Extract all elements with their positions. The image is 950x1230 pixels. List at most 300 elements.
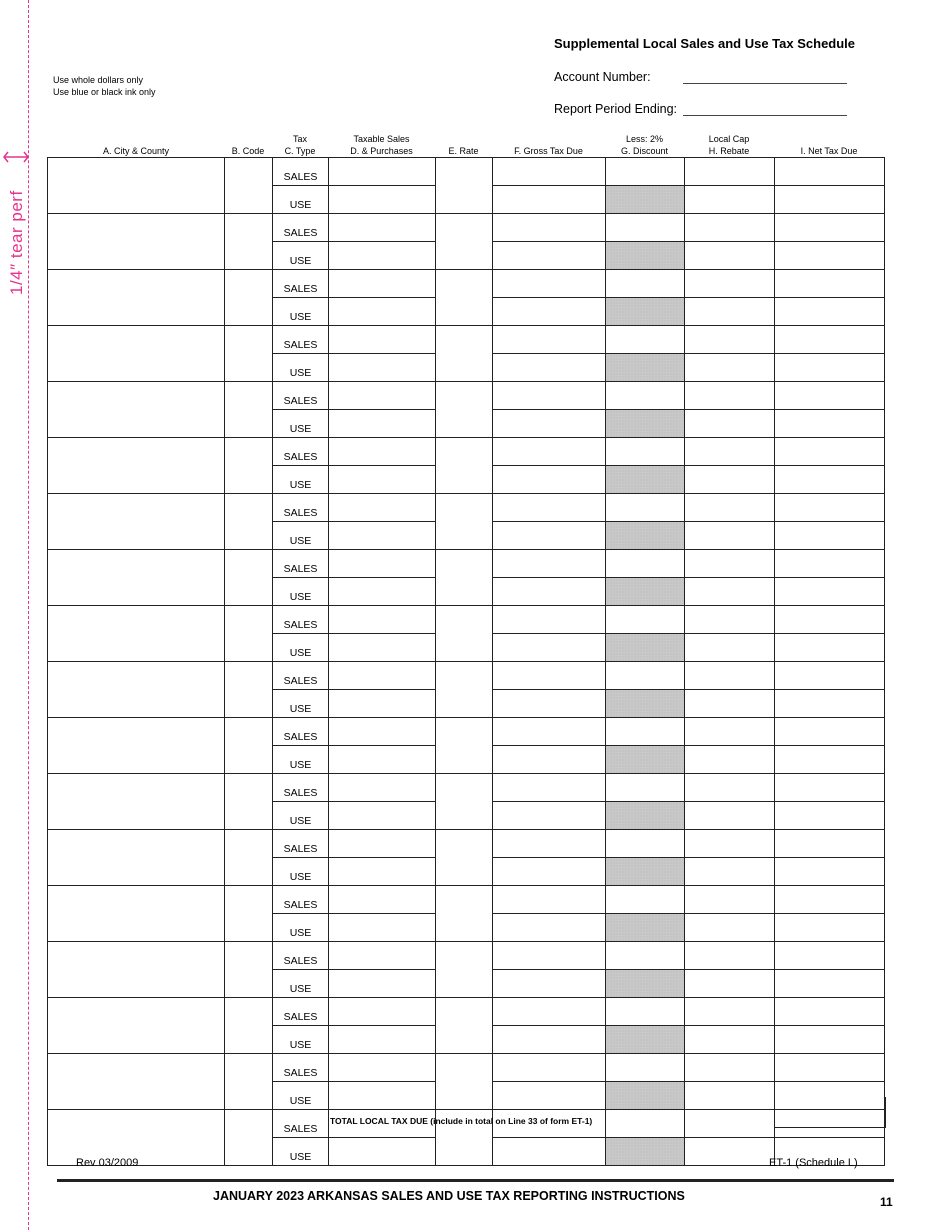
gross-tax-cell[interactable] [493, 186, 606, 214]
taxable-amount-cell[interactable] [329, 270, 436, 298]
rebate-cell[interactable] [685, 354, 775, 382]
code-cell[interactable] [225, 886, 273, 942]
rebate-cell[interactable] [685, 270, 775, 298]
rebate-cell[interactable] [685, 242, 775, 270]
code-cell[interactable] [225, 942, 273, 998]
taxable-amount-cell[interactable] [329, 606, 436, 634]
discount-cell [606, 1082, 685, 1110]
city-county-cell[interactable] [48, 326, 225, 382]
net-tax-cell[interactable] [775, 970, 885, 998]
schedule-row-sales [48, 1054, 885, 1082]
gross-tax-cell[interactable] [493, 410, 606, 438]
gross-tax-cell[interactable] [493, 382, 606, 410]
taxable-amount-cell[interactable] [329, 634, 436, 662]
discount-cell [606, 746, 685, 774]
net-tax-cell[interactable] [775, 270, 885, 298]
type-label: USE [273, 578, 329, 606]
gross-tax-cell[interactable] [493, 606, 606, 634]
rate-cell[interactable] [436, 886, 493, 942]
discount-cell[interactable] [606, 494, 685, 522]
type-label: SALES [273, 886, 329, 914]
rate-cell[interactable] [436, 942, 493, 998]
net-tax-cell[interactable] [775, 326, 885, 354]
type-label: USE [273, 802, 329, 830]
net-tax-cell[interactable] [775, 522, 885, 550]
city-county-cell[interactable] [48, 942, 225, 998]
taxable-amount-cell[interactable] [329, 354, 436, 382]
schedule-row-sales [48, 326, 885, 354]
rate-cell[interactable] [436, 494, 493, 550]
taxable-amount-cell[interactable] [329, 186, 436, 214]
type-label: SALES [273, 382, 329, 410]
code-cell[interactable] [225, 214, 273, 270]
net-tax-cell[interactable] [775, 550, 885, 578]
city-county-cell[interactable] [48, 1054, 225, 1110]
type-label: SALES [273, 662, 329, 690]
discount-cell [606, 578, 685, 606]
city-county-cell[interactable] [48, 662, 225, 718]
city-county-cell[interactable] [48, 606, 225, 662]
col-header-city-county: A. City & County [102, 146, 170, 156]
gross-tax-cell[interactable] [493, 438, 606, 466]
schedule-table [47, 157, 885, 1166]
rate-cell[interactable] [436, 214, 493, 270]
city-county-cell[interactable] [48, 774, 225, 830]
type-label: SALES [273, 326, 329, 354]
rebate-cell[interactable] [685, 326, 775, 354]
type-label: USE [273, 242, 329, 270]
code-cell[interactable] [225, 550, 273, 606]
net-tax-cell[interactable] [775, 1026, 885, 1054]
ink-note: Use blue or black ink only [53, 87, 156, 97]
net-tax-cell[interactable] [775, 774, 885, 802]
discount-cell [606, 522, 685, 550]
rebate-cell[interactable] [685, 830, 775, 858]
schedule-row-sales [48, 382, 885, 410]
code-cell[interactable] [225, 718, 273, 774]
type-label: USE [273, 746, 329, 774]
rate-cell[interactable] [436, 438, 493, 494]
discount-cell [606, 1026, 685, 1054]
taxable-amount-cell[interactable] [329, 1026, 436, 1054]
code-cell[interactable] [225, 326, 273, 382]
discount-cell [606, 690, 685, 718]
gross-tax-cell[interactable] [493, 942, 606, 970]
rebate-cell[interactable] [685, 886, 775, 914]
taxable-amount-cell[interactable] [329, 466, 436, 494]
rate-cell[interactable] [436, 998, 493, 1054]
taxable-amount-cell[interactable] [329, 718, 436, 746]
schedule-row-sales [48, 438, 885, 466]
discount-cell[interactable] [606, 1110, 685, 1138]
gross-tax-cell[interactable] [493, 690, 606, 718]
discount-cell[interactable] [606, 662, 685, 690]
rebate-cell[interactable] [685, 914, 775, 942]
code-cell[interactable] [225, 158, 273, 214]
col-header-sales-purchases: D. & Purchases [350, 146, 413, 156]
taxable-amount-cell[interactable] [329, 382, 436, 410]
gross-tax-cell[interactable] [493, 522, 606, 550]
taxable-amount-cell[interactable] [329, 662, 436, 690]
net-tax-cell[interactable] [775, 998, 885, 1026]
gross-tax-cell[interactable] [493, 774, 606, 802]
rate-cell[interactable] [436, 774, 493, 830]
net-tax-cell[interactable] [775, 1054, 885, 1082]
rebate-cell[interactable] [685, 690, 775, 718]
col-header-rebate-top: Local Cap [708, 134, 750, 144]
schedule-row-sales [48, 214, 885, 242]
gross-tax-cell[interactable] [493, 858, 606, 886]
total-local-tax-field[interactable] [774, 1097, 886, 1128]
gross-tax-cell[interactable] [493, 326, 606, 354]
page-number: 11 [880, 1195, 893, 1209]
discount-cell[interactable] [606, 774, 685, 802]
code-cell[interactable] [225, 382, 273, 438]
total-local-tax-label: TOTAL LOCAL TAX DUE (include in total on Line 33 of form ET-1) [330, 1116, 593, 1126]
type-label: USE [273, 914, 329, 942]
net-tax-cell[interactable] [775, 942, 885, 970]
city-county-cell[interactable] [48, 158, 225, 214]
rebate-cell[interactable] [685, 298, 775, 326]
code-cell[interactable] [225, 1054, 273, 1110]
net-tax-cell[interactable] [775, 606, 885, 634]
gross-tax-cell[interactable] [493, 1054, 606, 1082]
discount-cell[interactable] [606, 886, 685, 914]
type-label: SALES [273, 438, 329, 466]
type-label: SALES [273, 214, 329, 242]
rebate-cell[interactable] [685, 522, 775, 550]
rebate-cell[interactable] [685, 606, 775, 634]
net-tax-cell[interactable] [775, 438, 885, 466]
report-period-label: Report Period Ending: [554, 102, 677, 116]
net-tax-cell[interactable] [775, 830, 885, 858]
rebate-cell[interactable] [685, 998, 775, 1026]
rate-cell[interactable] [436, 606, 493, 662]
city-county-cell[interactable] [48, 270, 225, 326]
type-label: USE [273, 1082, 329, 1110]
type-label: USE [273, 410, 329, 438]
type-label: SALES [273, 998, 329, 1026]
report-period-field[interactable] [683, 114, 847, 116]
taxable-amount-cell[interactable] [329, 802, 436, 830]
rebate-cell[interactable] [685, 550, 775, 578]
discount-cell [606, 914, 685, 942]
city-county-cell[interactable] [48, 886, 225, 942]
city-county-cell[interactable] [48, 550, 225, 606]
gross-tax-cell[interactable] [493, 1138, 606, 1166]
type-label: USE [273, 186, 329, 214]
schedule-row-sales [48, 830, 885, 858]
net-tax-cell[interactable] [775, 214, 885, 242]
taxable-amount-cell[interactable] [329, 690, 436, 718]
discount-cell [606, 186, 685, 214]
rebate-cell[interactable] [685, 662, 775, 690]
type-label: USE [273, 522, 329, 550]
revision-label: Rev 03/2009 [76, 1157, 139, 1169]
rebate-cell[interactable] [685, 410, 775, 438]
rebate-cell[interactable] [685, 1138, 775, 1166]
taxable-amount-cell[interactable] [329, 1138, 436, 1166]
gross-tax-cell[interactable] [493, 578, 606, 606]
account-number-field[interactable] [683, 82, 847, 84]
col-header-code: B. Code [231, 146, 265, 156]
type-label: SALES [273, 550, 329, 578]
gross-tax-cell[interactable] [493, 802, 606, 830]
code-cell[interactable] [225, 438, 273, 494]
rate-cell[interactable] [436, 382, 493, 438]
rebate-cell[interactable] [685, 802, 775, 830]
gross-tax-cell[interactable] [493, 886, 606, 914]
net-tax-cell[interactable] [775, 494, 885, 522]
rate-cell[interactable] [436, 718, 493, 774]
net-tax-cell[interactable] [775, 718, 885, 746]
rebate-cell[interactable] [685, 186, 775, 214]
discount-cell[interactable] [606, 718, 685, 746]
schedule-row-sales [48, 774, 885, 802]
discount-cell[interactable] [606, 942, 685, 970]
rate-cell[interactable] [436, 270, 493, 326]
taxable-amount-cell[interactable] [329, 298, 436, 326]
discount-cell[interactable] [606, 830, 685, 858]
gross-tax-cell[interactable] [493, 830, 606, 858]
taxable-amount-cell[interactable] [329, 886, 436, 914]
gross-tax-cell[interactable] [493, 662, 606, 690]
rebate-cell[interactable] [685, 718, 775, 746]
tear-perf-label: 1/4″ tear perf [7, 190, 26, 295]
type-label: SALES [273, 1054, 329, 1082]
tear-perforation-line [28, 0, 29, 1230]
taxable-amount-cell[interactable] [329, 970, 436, 998]
taxable-amount-cell[interactable] [329, 914, 436, 942]
code-cell[interactable] [225, 662, 273, 718]
schedule-row-sales [48, 494, 885, 522]
type-label: SALES [273, 494, 329, 522]
gross-tax-cell[interactable] [493, 214, 606, 242]
discount-cell [606, 634, 685, 662]
discount-cell [606, 1138, 685, 1166]
gross-tax-cell[interactable] [493, 914, 606, 942]
net-tax-cell[interactable] [775, 242, 885, 270]
rebate-cell[interactable] [685, 970, 775, 998]
net-tax-cell[interactable] [775, 466, 885, 494]
rebate-cell[interactable] [685, 1054, 775, 1082]
taxable-amount-cell[interactable] [329, 1082, 436, 1110]
gross-tax-cell[interactable] [493, 494, 606, 522]
city-county-cell[interactable] [48, 718, 225, 774]
footer-rule [57, 1179, 894, 1182]
gross-tax-cell[interactable] [493, 970, 606, 998]
rebate-cell[interactable] [685, 578, 775, 606]
schedule-row-sales [48, 718, 885, 746]
gross-tax-cell[interactable] [493, 466, 606, 494]
discount-cell[interactable] [606, 550, 685, 578]
code-cell[interactable] [225, 774, 273, 830]
gross-tax-cell[interactable] [493, 158, 606, 186]
net-tax-cell[interactable] [775, 158, 885, 186]
city-county-cell[interactable] [48, 214, 225, 270]
rebate-cell[interactable] [685, 1110, 775, 1138]
discount-cell [606, 466, 685, 494]
rebate-cell[interactable] [685, 774, 775, 802]
net-tax-cell[interactable] [775, 410, 885, 438]
rate-cell[interactable] [436, 550, 493, 606]
gross-tax-cell[interactable] [493, 634, 606, 662]
net-tax-cell[interactable] [775, 914, 885, 942]
net-tax-cell[interactable] [775, 298, 885, 326]
type-label: USE [273, 1026, 329, 1054]
net-tax-cell[interactable] [775, 578, 885, 606]
taxable-amount-cell[interactable] [329, 830, 436, 858]
gross-tax-cell[interactable] [493, 270, 606, 298]
col-header-taxable-top: Taxable Sales [353, 134, 410, 144]
code-cell[interactable] [225, 1110, 273, 1166]
gross-tax-cell[interactable] [493, 298, 606, 326]
discount-cell[interactable] [606, 326, 685, 354]
discount-cell [606, 354, 685, 382]
discount-cell[interactable] [606, 1054, 685, 1082]
col-header-rebate: H. Rebate [708, 146, 750, 156]
schedule-row-sales [48, 270, 885, 298]
city-county-cell[interactable] [48, 830, 225, 886]
type-label: SALES [273, 158, 329, 186]
discount-cell[interactable] [606, 214, 685, 242]
type-label: USE [273, 970, 329, 998]
gross-tax-cell[interactable] [493, 746, 606, 774]
schedule-row-sales [48, 158, 885, 186]
discount-cell[interactable] [606, 382, 685, 410]
rebate-cell[interactable] [685, 466, 775, 494]
code-cell[interactable] [225, 494, 273, 550]
rate-cell[interactable] [436, 1054, 493, 1110]
taxable-amount-cell[interactable] [329, 998, 436, 1026]
net-tax-cell[interactable] [775, 634, 885, 662]
rate-cell[interactable] [436, 326, 493, 382]
rate-cell[interactable] [436, 830, 493, 886]
type-label: USE [273, 298, 329, 326]
rebate-cell[interactable] [685, 214, 775, 242]
discount-cell[interactable] [606, 998, 685, 1026]
taxable-amount-cell[interactable] [329, 550, 436, 578]
code-cell[interactable] [225, 998, 273, 1054]
taxable-amount-cell[interactable] [329, 942, 436, 970]
gross-tax-cell[interactable] [493, 1026, 606, 1054]
gross-tax-cell[interactable] [493, 354, 606, 382]
rebate-cell[interactable] [685, 494, 775, 522]
net-tax-cell[interactable] [775, 186, 885, 214]
discount-cell [606, 410, 685, 438]
gross-tax-cell[interactable] [493, 718, 606, 746]
gross-tax-cell[interactable] [493, 550, 606, 578]
schedule-row-sales [48, 662, 885, 690]
rebate-cell[interactable] [685, 438, 775, 466]
rebate-cell[interactable] [685, 1082, 775, 1110]
discount-cell[interactable] [606, 606, 685, 634]
rebate-cell[interactable] [685, 858, 775, 886]
taxable-amount-cell[interactable] [329, 858, 436, 886]
schedule-row-sales [48, 550, 885, 578]
type-label: USE [273, 354, 329, 382]
discount-cell [606, 858, 685, 886]
rebate-cell[interactable] [685, 942, 775, 970]
net-tax-cell[interactable] [775, 802, 885, 830]
taxable-amount-cell[interactable] [329, 438, 436, 466]
col-header-tax-top: Tax [292, 134, 307, 144]
taxable-amount-cell[interactable] [329, 522, 436, 550]
account-number-label: Account Number: [554, 70, 651, 84]
taxable-amount-cell[interactable] [329, 326, 436, 354]
type-label: USE [273, 466, 329, 494]
city-county-cell[interactable] [48, 382, 225, 438]
double-arrow-icon [2, 148, 30, 166]
net-tax-cell[interactable] [775, 858, 885, 886]
type-label: SALES [273, 774, 329, 802]
taxable-amount-cell[interactable] [329, 214, 436, 242]
discount-cell[interactable] [606, 270, 685, 298]
footer-title: JANUARY 2023 ARKANSAS SALES AND USE TAX REPORTING INSTRUCTIONS [213, 1189, 685, 1203]
taxable-amount-cell[interactable] [329, 1054, 436, 1082]
taxable-amount-cell[interactable] [329, 242, 436, 270]
city-county-cell[interactable] [48, 438, 225, 494]
rebate-cell[interactable] [685, 158, 775, 186]
discount-cell [606, 970, 685, 998]
taxable-amount-cell[interactable] [329, 746, 436, 774]
net-tax-cell[interactable] [775, 382, 885, 410]
discount-cell[interactable] [606, 158, 685, 186]
type-label: USE [273, 858, 329, 886]
type-label: SALES [273, 942, 329, 970]
net-tax-cell[interactable] [775, 886, 885, 914]
rate-cell[interactable] [436, 662, 493, 718]
type-label: USE [273, 690, 329, 718]
type-label: SALES [273, 1110, 329, 1138]
code-cell[interactable] [225, 830, 273, 886]
net-tax-cell[interactable] [775, 662, 885, 690]
rebate-cell[interactable] [685, 634, 775, 662]
form-id-label: ET-1 (Schedule L) [769, 1157, 858, 1169]
discount-cell[interactable] [606, 438, 685, 466]
rate-cell[interactable] [436, 158, 493, 214]
type-label: USE [273, 1138, 329, 1166]
taxable-amount-cell[interactable] [329, 774, 436, 802]
gross-tax-cell[interactable] [493, 998, 606, 1026]
net-tax-cell[interactable] [775, 354, 885, 382]
rebate-cell[interactable] [685, 382, 775, 410]
city-county-cell[interactable] [48, 494, 225, 550]
taxable-amount-cell[interactable] [329, 494, 436, 522]
taxable-amount-cell[interactable] [329, 578, 436, 606]
gross-tax-cell[interactable] [493, 1082, 606, 1110]
net-tax-cell[interactable] [775, 746, 885, 774]
net-tax-cell[interactable] [775, 690, 885, 718]
schedule-row-sales [48, 998, 885, 1026]
taxable-amount-cell[interactable] [329, 158, 436, 186]
gross-tax-cell[interactable] [493, 242, 606, 270]
rebate-cell[interactable] [685, 746, 775, 774]
schedule-row-sales [48, 886, 885, 914]
type-label: USE [273, 634, 329, 662]
city-county-cell[interactable] [48, 998, 225, 1054]
rebate-cell[interactable] [685, 1026, 775, 1054]
col-header-net-tax: I. Net Tax Due [800, 146, 858, 156]
type-label: SALES [273, 606, 329, 634]
schedule-row-sales [48, 606, 885, 634]
type-label: SALES [273, 270, 329, 298]
code-cell[interactable] [225, 606, 273, 662]
code-cell[interactable] [225, 270, 273, 326]
taxable-amount-cell[interactable] [329, 410, 436, 438]
whole-dollars-note: Use whole dollars only [53, 75, 144, 85]
type-label: SALES [273, 718, 329, 746]
